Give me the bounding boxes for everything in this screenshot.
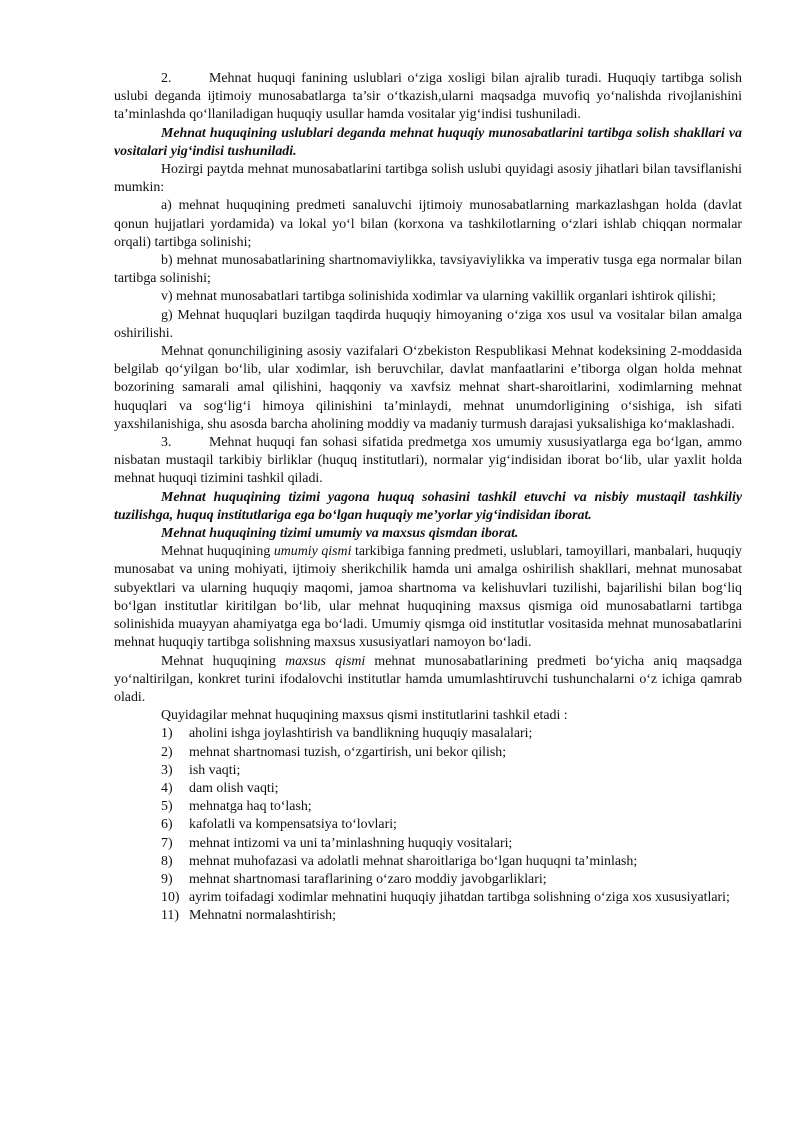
- paragraph-2: [114, 70, 742, 125]
- document-page: [114, 70, 742, 926]
- list-item: [114, 835, 742, 853]
- text-run: tarkibiga fanning predmeti, uslublari, tamoyillari, manbalari, huquqiy munosabat va uning mohiyati, ijtimoiy sherikchilik hamda uni amalga oshirilish shakllari, mehnat munosabat subyektlari va ularning huquqiy maqomi, jamoa shartnoma va kelishuvlari tuzilishi, bajarilishi bilan bog‘liq bo‘lgan institutlar kiritilgan bo‘lib, ular mehnat huquqining maxsus qismiga oid munosabatlarni tartibga solinishida muayyan ahamiyatga ega bo‘ladi. Umumiy qismga oid institutlar vositasida mehnat munosabatlarini mehnat huquqiy tartibga solishning maxsus xususiyatlari namoyon bo‘ladi.: [114, 544, 742, 651]
- paragraph-general-part: [114, 543, 742, 652]
- list-text: kafolatli va kompensatsiya to‘lovlari;: [189, 817, 397, 833]
- list-item: [114, 744, 742, 762]
- text-run: mehnat munosabatlarining predmeti bo‘yicha aniq maqsadga yo‘naltirilgan, konkret turini ifodalovchi institutlar hamda umumlashtiruvchi tushunchalarni o‘z ichiga qamrab oladi.: [114, 653, 742, 705]
- paragraph-item-v: v) mehnat munosabatlari tartibga solinishida xodimlar va ularning vakillik organlari ishtirok qilishi;: [161, 289, 716, 305]
- definition-system: Mehnat huquqining tizimi yagona huquq sohasini tashkil etuvchi va nisbiy mustaqil tashkiliy tuzilishga, huquq institutlariga ega bo‘lgan huquqiy me’yorlar yig‘indisidan iborat.: [114, 489, 742, 523]
- list-text: mehnat muhofazasi va adolatli mehnat sharoitlariga bo‘lgan huquqni ta’minlash;: [189, 853, 638, 869]
- paragraph-tasks: Mehnat qonunchiligining asosiy vazifalari O‘zbekiston Respublikasi Mehnat kodeksining 2-moddasida belgilab qo‘yilgan bo‘lib, ular xodimlar, ish beruvchilar, davlat manfaatlarini e’tiborga olgan holda mehnat bozorining samarali amal qilishini, haqqoniy va xavfsiz mehnat shart-sharoitlarini, xodimlarning mehnat huquqlari va sog‘lig‘i himoya qilinishini ta’minlaydi, mehnat unumdorligining o‘sishiga, ish sifati yaxshilanishiga, shu asosda barcha aholining moddiy va madaniy turmush darajasi yuksalishiga ko‘maklashadi.: [114, 344, 742, 432]
- list-number: 7): [161, 835, 173, 851]
- list-item: [114, 889, 742, 907]
- section-number: 3.: [161, 435, 172, 451]
- definition-system-parts: Mehnat huquqining tizimi umumiy va maxsus qismdan iborat.: [161, 526, 519, 542]
- list-text: mehnat shartnomasi tuzish, o‘zgartirish, uni bekor qilish;: [189, 744, 507, 760]
- list-number: 8): [161, 853, 173, 869]
- list-number: 9): [161, 871, 173, 887]
- paragraph-special-part: [114, 653, 742, 708]
- list-text: ayrim toifadagi xodimlar mehnatini huquqiy jihatdan tartibga solishning o‘ziga xos xususiyatlari;: [189, 890, 730, 906]
- list-item: [114, 798, 742, 816]
- list-item: [114, 871, 742, 889]
- paragraph-list-intro: Quyidagilar mehnat huquqining maxsus qismi institutlarini tashkil etadi :: [161, 708, 568, 724]
- paragraph-3: [114, 434, 742, 489]
- section-number: 2.: [161, 71, 172, 86]
- list-number: 3): [161, 762, 173, 778]
- list-item: [114, 725, 742, 743]
- list-number: 4): [161, 780, 173, 796]
- list-text: mehnat shartnomasi taraflarining o‘zaro moddiy javobgarliklari;: [189, 871, 547, 887]
- list-item: [114, 816, 742, 834]
- list-number: 1): [161, 726, 173, 742]
- list-text: mehnat intizomi va uni ta’minlashning huquqiy vositalari;: [189, 835, 513, 851]
- paragraph-intro-methods: Hozirgi paytda mehnat munosabatlarini tartibga solish uslubi quyidagi asosiy jihatlari bilan tavsiflanishi mumkin:: [114, 162, 742, 196]
- emphasis-general-part: umumiy qismi: [273, 544, 352, 560]
- list-item: [114, 907, 742, 925]
- paragraph-text: Mehnat huquqi fanining uslublari o‘ziga xosligi bilan ajralib turadi. Huquqiy tartibga solish uslubi deganda ijtimoiy munosabatlarga ta’sir o‘tkazish,ularni maqsadga muvofiq yo‘nalishda rivojlanishini ta’minlashda qo‘llaniladigan huquqiy usullar hamda vositalar yig‘indisi tushuniladi.: [114, 71, 742, 123]
- list-text: ish vaqti;: [189, 762, 241, 778]
- list-text: Mehnatni normalashtirish;: [189, 908, 336, 924]
- list-item: [114, 853, 742, 871]
- list-item: [114, 780, 742, 798]
- paragraph-item-a: a) mehnat huquqining predmeti sanaluvchi ijtimoiy munosabatlarning markazlashgan holda (davlat qonun hujjatlari yordamida) va lokal yo‘l bilan (korxona va tashkilotlarning o‘zlari ishlab chiqqan normalar orqali) tartibga solinishi;: [114, 198, 742, 250]
- paragraph-item-g: g) Mehnat huquqlari buzilgan taqdirda huquqiy himoyaning o‘ziga xos usul va vositalar bilan amalga oshirilishi.: [114, 307, 742, 341]
- paragraph-item-b: b) mehnat munosabatlarining shartnomaviylikka, tavsiyaviylikka va imperativ tusga ega normalar bilan tartibga solinishi;: [114, 253, 742, 287]
- definition-methods: Mehnat huquqining uslublari deganda mehnat huquqiy munosabatlarini tartibga solish shakllari va vositalari yig‘indisi tushuniladi.: [114, 125, 742, 159]
- list-number: 10): [161, 890, 180, 906]
- emphasis-special-part: maxsus qismi: [285, 653, 366, 669]
- list-item: [114, 762, 742, 780]
- institutions-list: [114, 725, 742, 925]
- list-text: aholini ishga joylashtirish va bandlikning huquqiy masalalari;: [189, 726, 533, 742]
- list-number: 5): [161, 799, 173, 815]
- text-run: Mehnat huquqining: [161, 544, 274, 560]
- list-number: 2): [161, 744, 173, 760]
- paragraph-text: Mehnat huquqi fan sohasi sifatida predmetga xos umumiy xususiyatlarga ega bo‘lgan, ammo nisbatan mustaqil tarkibiy birliklar (huquq institutlari), normalar yig‘indisidan iborat bo‘lib, ular yaxlit holda mehnat huquqi tizimini tashkil qiladi.: [114, 435, 742, 487]
- list-number: 11): [161, 908, 180, 924]
- list-number: 6): [161, 817, 173, 833]
- list-text: dam olish vaqti;: [189, 780, 279, 796]
- text-run: Mehnat huquqining: [161, 653, 286, 669]
- list-text: mehnatga haq to‘lash;: [189, 799, 312, 815]
